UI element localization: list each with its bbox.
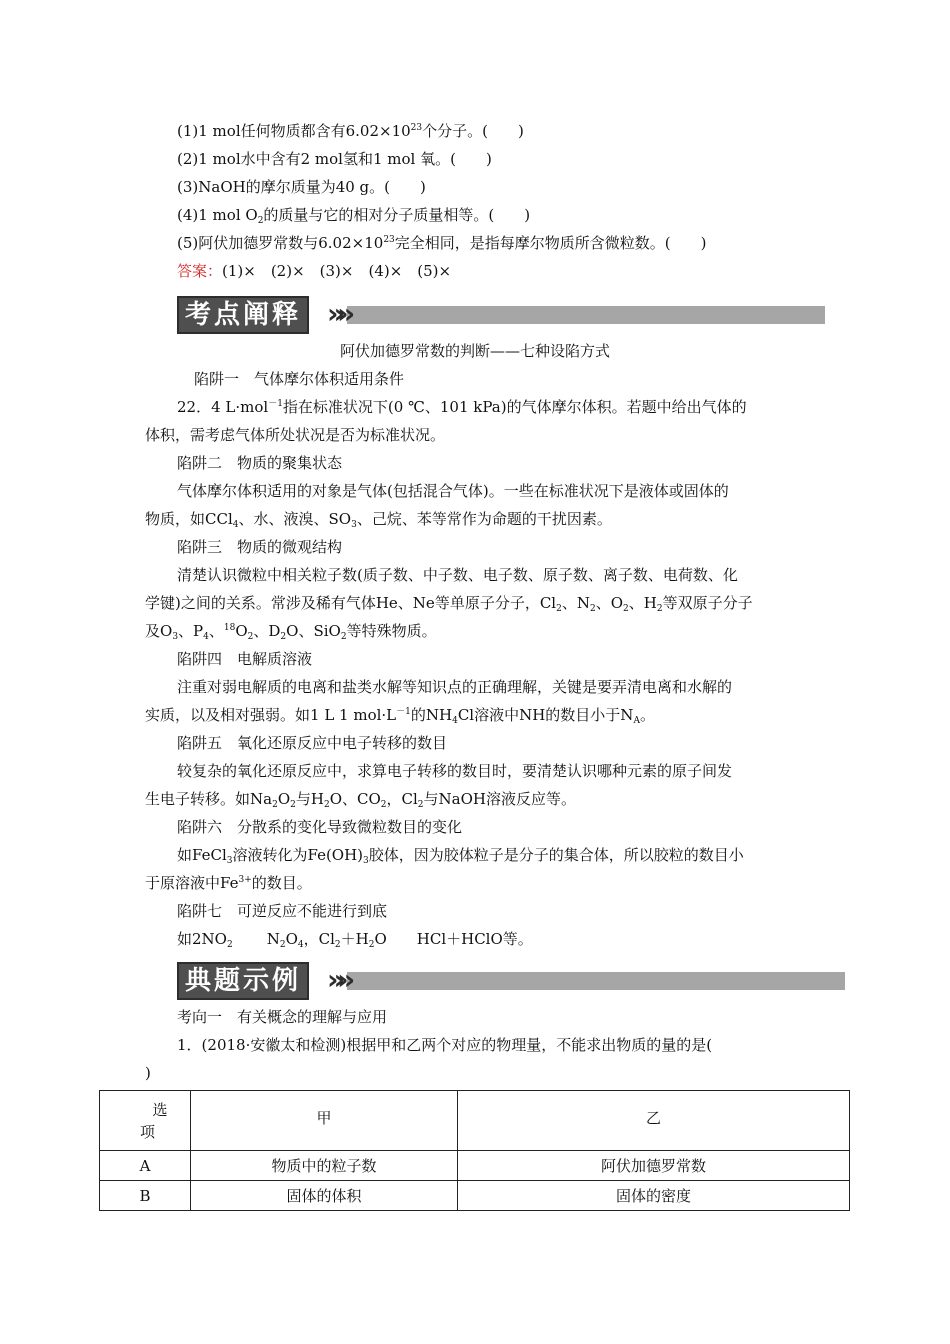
trap-4-text: 注重对弱电解质的电离和盐类水解等知识点的正确理解，关键是要弄清电离和水解的 bbox=[177, 678, 733, 696]
direction-title: 考向一 有关概念的理解与应用 bbox=[177, 1008, 388, 1026]
question-2: (2)1 mol水中含有2 mol氢和1 mol 氧。( ) bbox=[177, 150, 492, 168]
trap-3-text-2: 学键)之间的关系。常涉及稀有气体He、Ne等单原子分子，$Cl_2$、$N_2$、$O_2$、$H_2$等双原子分子 bbox=[145, 594, 753, 614]
answer-line bbox=[177, 261, 451, 281]
trap-7-title: 陷阱七 可逆反应不能进行到底 bbox=[177, 902, 388, 920]
trap-4-title: 陷阱四 电解质溶液 bbox=[177, 650, 313, 668]
trap-2-text-2: 物质，如CCl$_4$、水、液溴、$SO_3$、己烷、苯等常作为命题的干扰因素。 bbox=[145, 510, 612, 530]
table-header-row bbox=[100, 1091, 850, 1151]
trap-3-text-3: 及$O_3$、$P_4$、$^{18}O_2$、$D_2O$、SiO$_2$等特殊物质。 bbox=[145, 622, 437, 642]
trap-6-text: 如FeCl$_3$溶液转化为$Fe(OH)_3$胶体，因为胶体粒子是分子的集合体，所以胶粒的数目小 bbox=[177, 846, 744, 866]
row-yi: 固体的密度 bbox=[458, 1181, 850, 1211]
banner-title: 典题示例 bbox=[177, 962, 309, 1000]
double-chevron-icon: »» bbox=[327, 963, 348, 996]
trap-2-text: 气体摩尔体积适用的对象是气体(包括混合气体)。一些在标准状况下是液体或固体的 bbox=[177, 482, 729, 500]
row-jia: 固体的体积 bbox=[191, 1181, 458, 1211]
answer-text: (1)× (2)× (3)× (4)× (5)× bbox=[222, 262, 452, 280]
trap-5-title: 陷阱五 氧化还原反应中电子转移的数目 bbox=[177, 734, 448, 752]
trap-3-title: 陷阱三 物质的微观结构 bbox=[177, 538, 343, 556]
banner-bar bbox=[347, 306, 825, 324]
header-option: 选 项 bbox=[100, 1091, 191, 1151]
banner-bar bbox=[347, 972, 845, 990]
section-banner-diantishili bbox=[177, 962, 845, 1000]
double-chevron-icon: »» bbox=[327, 297, 348, 330]
row-jia: 物质中的粒子数 bbox=[191, 1151, 458, 1181]
banner-title: 考点阐释 bbox=[177, 296, 309, 334]
section-banner-kaodian bbox=[177, 296, 825, 334]
row-yi: 阿伏加德罗常数 bbox=[458, 1151, 850, 1181]
trap-6-title: 陷阱六 分散系的变化导致微粒数目的变化 bbox=[177, 818, 463, 836]
trap-6-text-2: 于原溶液中$Fe^{3+}$的数目。 bbox=[145, 874, 312, 892]
table-row bbox=[100, 1181, 850, 1211]
options-table bbox=[99, 1090, 850, 1211]
question-4: (4)1 mol $O_2$的质量与它的相对分子质量相等。( ) bbox=[177, 206, 531, 226]
trap-4-text-2: 实质，以及相对强弱。如1 L 1 $mol\cdot L^{-1}$的$NH_4Cl$溶液中NH的数目小于$N_A$。 bbox=[145, 706, 655, 726]
answer-label: 答案： bbox=[177, 262, 223, 280]
trap-1-text: 22．4 L·mol$^{-1}$指在标准状况下(0 ℃、101 kPa)的气体摩尔体积。若题中给出气体的 bbox=[177, 398, 747, 416]
section-heading: 阿伏加德罗常数的判断——七种设陷方式 bbox=[340, 342, 611, 360]
trap-5-text: 较复杂的氧化还原反应中，求算电子转移的数目时，要清楚认识哪种元素的原子间发 bbox=[177, 762, 733, 780]
trap-2-title: 陷阱二 物质的聚集状态 bbox=[177, 454, 343, 472]
row-option: B bbox=[100, 1181, 191, 1211]
header-yi: 乙 bbox=[458, 1091, 850, 1151]
question-5: (5)阿伏加德罗常数与$6.02\times 10^{23}$完全相同，是指每摩尔物质所含微粒数。( ) bbox=[177, 234, 707, 252]
table-row bbox=[100, 1151, 850, 1181]
trap-1-text-2: 体积，需考虑气体所处状况是否为标准状况。 bbox=[145, 426, 446, 444]
example-question-cont: ) bbox=[145, 1064, 151, 1082]
trap-1-title: 陷阱一 气体摩尔体积适用条件 bbox=[194, 370, 405, 388]
trap-7-text: 如$2NO_2$ $N_2O_4$，$Cl_2+H_2O$ HCl＋HClO等。 bbox=[177, 930, 533, 950]
row-option: A bbox=[100, 1151, 191, 1181]
header-jia: 甲 bbox=[191, 1091, 458, 1151]
example-question: 1．(2018·安徽太和检测)根据甲和乙两个对应的物理量，不能求出物质的量的是( bbox=[177, 1036, 713, 1054]
trap-5-text-2: 生电子转移。如$Na_2O_2$与$H_2O$、$CO_2$，$Cl_2$与NaOH溶液反应等。 bbox=[145, 790, 576, 810]
question-3: (3)NaOH的摩尔质量为40 g。( ) bbox=[177, 178, 426, 196]
trap-3-text: 清楚认识微粒中相关粒子数(质子数、中子数、电子数、原子数、离子数、电荷数、化 bbox=[177, 566, 738, 584]
question-1: (1)1 mol任何物质都含有$6.02\times 10^{23}$个分子。( ) bbox=[177, 122, 524, 140]
